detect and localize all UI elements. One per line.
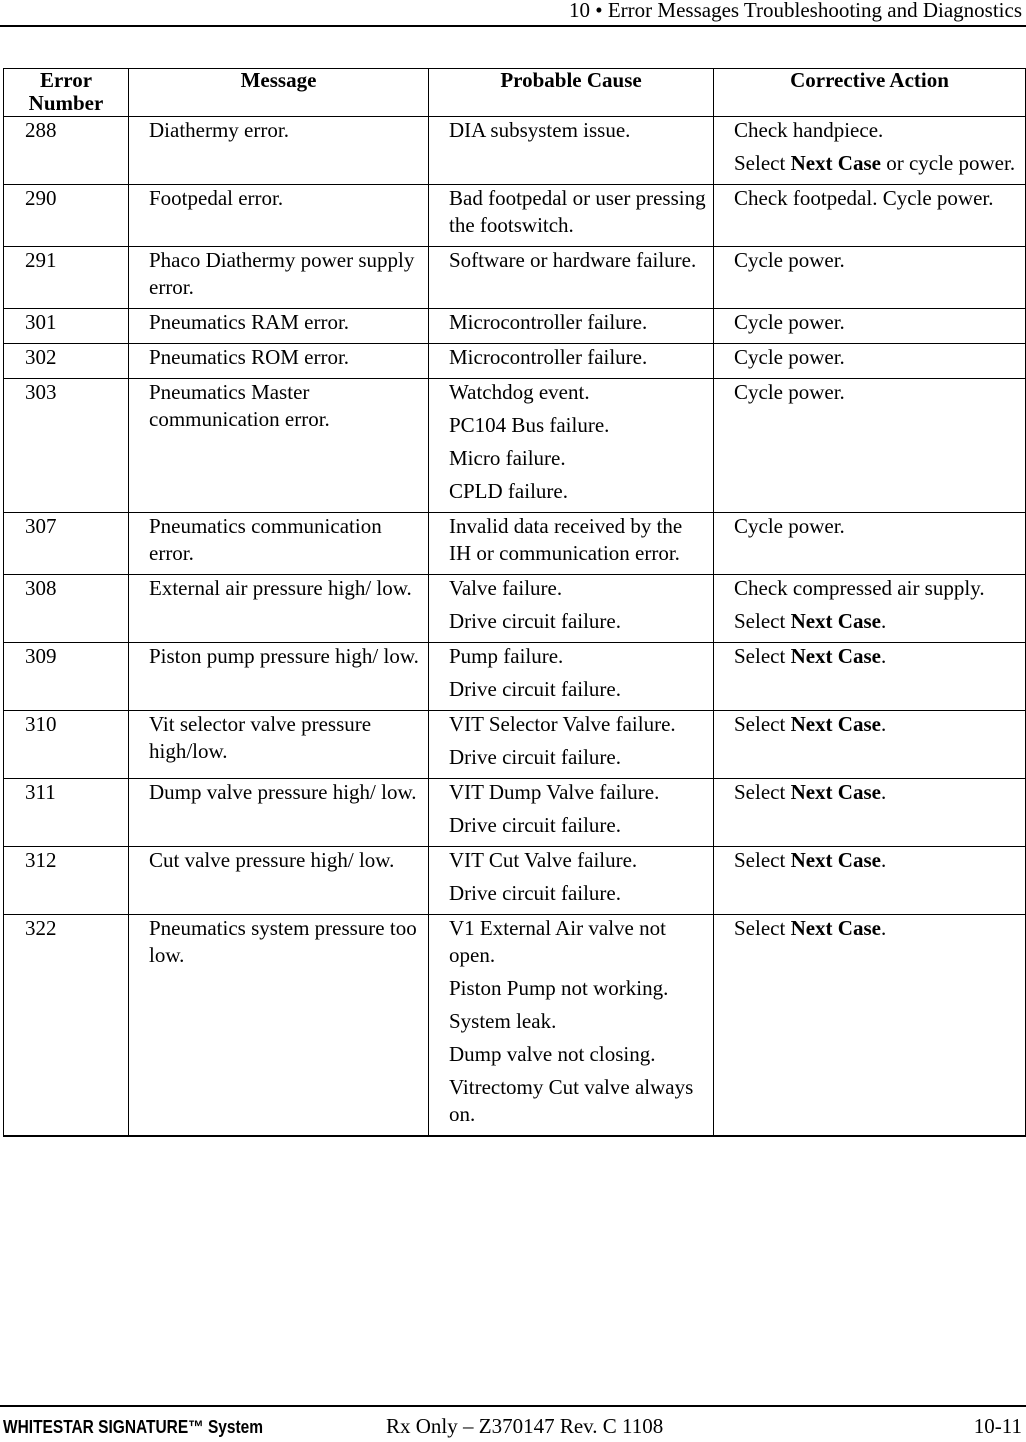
footer-document-id: Rx Only – Z370147 Rev. C 1108 xyxy=(386,1414,664,1438)
error-message: Footpedal error. xyxy=(149,186,284,210)
error-number-cell xyxy=(4,575,129,643)
action-text: . xyxy=(880,609,887,633)
corrective-action-item xyxy=(734,608,1019,635)
message-cell xyxy=(129,513,429,575)
corrective-action-cell xyxy=(714,379,1026,513)
action-text: Select xyxy=(734,780,791,804)
corrective-action-cell xyxy=(714,643,1026,711)
error-number: 303 xyxy=(25,380,57,404)
corrective-action-item xyxy=(734,344,1019,371)
action-emphasis: Next Case xyxy=(790,609,881,633)
probable-cause-cell xyxy=(429,117,714,185)
table-row xyxy=(4,247,1026,309)
probable-cause-cell xyxy=(429,711,714,779)
probable-cause-item: Micro failure. xyxy=(449,446,566,470)
message-cell xyxy=(129,915,429,1137)
error-number: 302 xyxy=(25,345,57,369)
corrective-action-item xyxy=(734,779,1019,806)
corrective-action-item xyxy=(734,711,1019,738)
action-text: Check footpedal. Cycle power. xyxy=(734,186,994,210)
probable-cause-item: PC104 Bus failure. xyxy=(449,413,610,437)
corrective-action-item xyxy=(734,915,1019,942)
corrective-action-item xyxy=(734,643,1019,670)
probable-cause-item: V1 External Air valve not open. xyxy=(449,916,666,967)
action-text: Select xyxy=(734,609,791,633)
corrective-action-cell xyxy=(714,779,1026,847)
action-text: Cycle power. xyxy=(734,380,845,404)
error-messages-table xyxy=(3,68,1026,1137)
probable-cause-item: Invalid data received by the IH or communication error. xyxy=(449,514,683,565)
corrective-action-cell xyxy=(714,309,1026,344)
error-message: Pneumatics Master communication error. xyxy=(149,380,330,431)
message-cell xyxy=(129,643,429,711)
table-row xyxy=(4,117,1026,185)
probable-cause-item: VIT Dump Valve failure. xyxy=(449,780,660,804)
column-header-corrective-action: Corrective Action xyxy=(714,69,1026,117)
error-message: Pneumatics system pressure too low. xyxy=(149,916,417,967)
probable-cause-cell xyxy=(429,847,714,915)
message-cell xyxy=(129,185,429,247)
action-emphasis: Next Case xyxy=(790,712,881,736)
action-text: Select xyxy=(734,848,791,872)
probable-cause-item: System leak. xyxy=(449,1009,557,1033)
action-text: Check handpiece. xyxy=(734,118,884,142)
probable-cause-item: Vitrectomy Cut valve always on. xyxy=(449,1075,694,1126)
corrective-action-item xyxy=(734,247,1019,274)
probable-cause-item: Microcontroller failure. xyxy=(449,310,648,334)
error-number: 309 xyxy=(25,644,57,668)
probable-cause-cell xyxy=(429,779,714,847)
action-emphasis: Next Case xyxy=(790,151,881,175)
error-number-cell xyxy=(4,185,129,247)
error-number-cell xyxy=(4,309,129,344)
message-cell xyxy=(129,344,429,379)
probable-cause-item: Drive circuit failure. xyxy=(449,745,621,769)
corrective-action-cell xyxy=(714,847,1026,915)
header-rule xyxy=(0,25,1026,27)
corrective-action-cell xyxy=(714,344,1026,379)
column-header-error-number: Error Number xyxy=(4,69,129,117)
corrective-action-cell xyxy=(714,117,1026,185)
probable-cause-cell xyxy=(429,915,714,1137)
message-cell xyxy=(129,575,429,643)
error-number-cell xyxy=(4,344,129,379)
probable-cause-item: Dump valve not closing. xyxy=(449,1042,656,1066)
action-text: Select xyxy=(734,712,791,736)
corrective-action-cell xyxy=(714,711,1026,779)
action-emphasis: Next Case xyxy=(790,644,881,668)
message-cell xyxy=(129,779,429,847)
corrective-action-item xyxy=(734,150,1019,177)
footer-page-number: 10-11 xyxy=(973,1414,1022,1438)
probable-cause-item: VIT Cut Valve failure. xyxy=(449,848,638,872)
table-row xyxy=(4,513,1026,575)
corrective-action-item xyxy=(734,575,1019,602)
error-number: 301 xyxy=(25,310,57,334)
table-row xyxy=(4,344,1026,379)
corrective-action-item xyxy=(734,185,1019,212)
error-message: Cut valve pressure high/ low. xyxy=(149,848,395,872)
error-message: Pneumatics ROM error. xyxy=(149,345,350,369)
error-number: 307 xyxy=(25,514,57,538)
error-number: 311 xyxy=(25,780,56,804)
probable-cause-item: DIA subsystem issue. xyxy=(449,118,631,142)
error-number: 310 xyxy=(25,712,57,736)
probable-cause-item: Microcontroller failure. xyxy=(449,345,648,369)
table-row xyxy=(4,643,1026,711)
probable-cause-cell xyxy=(429,309,714,344)
probable-cause-cell xyxy=(429,344,714,379)
column-header-message: Message xyxy=(129,69,429,117)
probable-cause-item: Piston Pump not working. xyxy=(449,976,669,1000)
page-header: 10 • Error Messages Troubleshooting and Diagnostics xyxy=(569,0,1022,22)
table-row xyxy=(4,711,1026,779)
error-message: Vit selector valve pressure high/low. xyxy=(149,712,372,763)
action-text: Cycle power. xyxy=(734,345,845,369)
action-text: Cycle power. xyxy=(734,514,845,538)
column-header-probable-cause: Probable Cause xyxy=(429,69,714,117)
probable-cause-item: Drive circuit failure. xyxy=(449,881,621,905)
error-number-cell xyxy=(4,711,129,779)
action-text: . xyxy=(880,712,887,736)
action-text: or cycle power. xyxy=(880,151,1016,175)
error-number-cell xyxy=(4,117,129,185)
action-text: . xyxy=(880,848,887,872)
probable-cause-item: Drive circuit failure. xyxy=(449,677,621,701)
action-emphasis: Next Case xyxy=(790,916,881,940)
message-cell xyxy=(129,379,429,513)
probable-cause-item: Software or hardware failure. xyxy=(449,248,697,272)
error-number-cell xyxy=(4,513,129,575)
corrective-action-item xyxy=(734,513,1019,540)
error-message: Phaco Diathermy power supply error. xyxy=(149,248,415,299)
error-number-cell xyxy=(4,779,129,847)
action-text: Cycle power. xyxy=(734,248,845,272)
action-text: Check compressed air supply. xyxy=(734,576,985,600)
probable-cause-cell xyxy=(429,185,714,247)
probable-cause-item: VIT Selector Valve failure. xyxy=(449,712,676,736)
corrective-action-item xyxy=(734,309,1019,336)
error-message: Pneumatics RAM error. xyxy=(149,310,350,334)
table-row xyxy=(4,309,1026,344)
footer-product-name: WHITESTAR SIGNATURE™ System xyxy=(3,1417,264,1437)
table-row xyxy=(4,185,1026,247)
error-message: Dump valve pressure high/ low. xyxy=(149,780,417,804)
error-number: 288 xyxy=(25,118,57,142)
error-number-cell xyxy=(4,379,129,513)
error-number-cell xyxy=(4,847,129,915)
action-text: Select xyxy=(734,916,791,940)
table-row xyxy=(4,779,1026,847)
corrective-action-cell xyxy=(714,575,1026,643)
probable-cause-cell xyxy=(429,379,714,513)
probable-cause-item: Pump failure. xyxy=(449,644,564,668)
corrective-action-item xyxy=(734,847,1019,874)
error-number-cell xyxy=(4,247,129,309)
corrective-action-cell xyxy=(714,915,1026,1137)
action-text: . xyxy=(880,916,887,940)
message-cell xyxy=(129,847,429,915)
corrective-action-cell xyxy=(714,513,1026,575)
error-message: Diathermy error. xyxy=(149,118,289,142)
error-number: 308 xyxy=(25,576,57,600)
probable-cause-item: Valve failure. xyxy=(449,576,563,600)
probable-cause-cell xyxy=(429,643,714,711)
probable-cause-item: Drive circuit failure. xyxy=(449,813,621,837)
message-cell xyxy=(129,247,429,309)
table-header xyxy=(4,69,1026,117)
corrective-action-item xyxy=(734,379,1019,406)
error-number: 322 xyxy=(25,916,57,940)
probable-cause-cell xyxy=(429,247,714,309)
message-cell xyxy=(129,117,429,185)
probable-cause-cell xyxy=(429,513,714,575)
footer-rule xyxy=(0,1405,1026,1407)
action-text: Select xyxy=(734,644,791,668)
action-text: Select xyxy=(734,151,791,175)
probable-cause-cell xyxy=(429,575,714,643)
action-emphasis: Next Case xyxy=(790,848,881,872)
error-number: 290 xyxy=(25,186,57,210)
table-row xyxy=(4,915,1026,1137)
action-text: Cycle power. xyxy=(734,310,845,334)
message-cell xyxy=(129,711,429,779)
action-text: . xyxy=(880,644,887,668)
error-number-cell xyxy=(4,915,129,1137)
probable-cause-item: CPLD failure. xyxy=(449,479,568,503)
action-emphasis: Next Case xyxy=(790,780,881,804)
error-message: Pneumatics communication error. xyxy=(149,514,382,565)
corrective-action-cell xyxy=(714,247,1026,309)
error-number: 291 xyxy=(25,248,57,272)
probable-cause-item: Watchdog event. xyxy=(449,380,590,404)
table-body xyxy=(4,117,1026,1137)
error-message: Piston pump pressure high/ low. xyxy=(149,644,419,668)
error-number-cell xyxy=(4,643,129,711)
table-row xyxy=(4,575,1026,643)
probable-cause-item: Bad footpedal or user pressing the footswitch. xyxy=(449,186,706,237)
probable-cause-item: Drive circuit failure. xyxy=(449,609,621,633)
corrective-action-cell xyxy=(714,185,1026,247)
error-message: External air pressure high/ low. xyxy=(149,576,412,600)
action-text: . xyxy=(880,780,887,804)
corrective-action-item xyxy=(734,117,1019,144)
table-row xyxy=(4,379,1026,513)
error-number: 312 xyxy=(25,848,57,872)
table-row xyxy=(4,847,1026,915)
message-cell xyxy=(129,309,429,344)
